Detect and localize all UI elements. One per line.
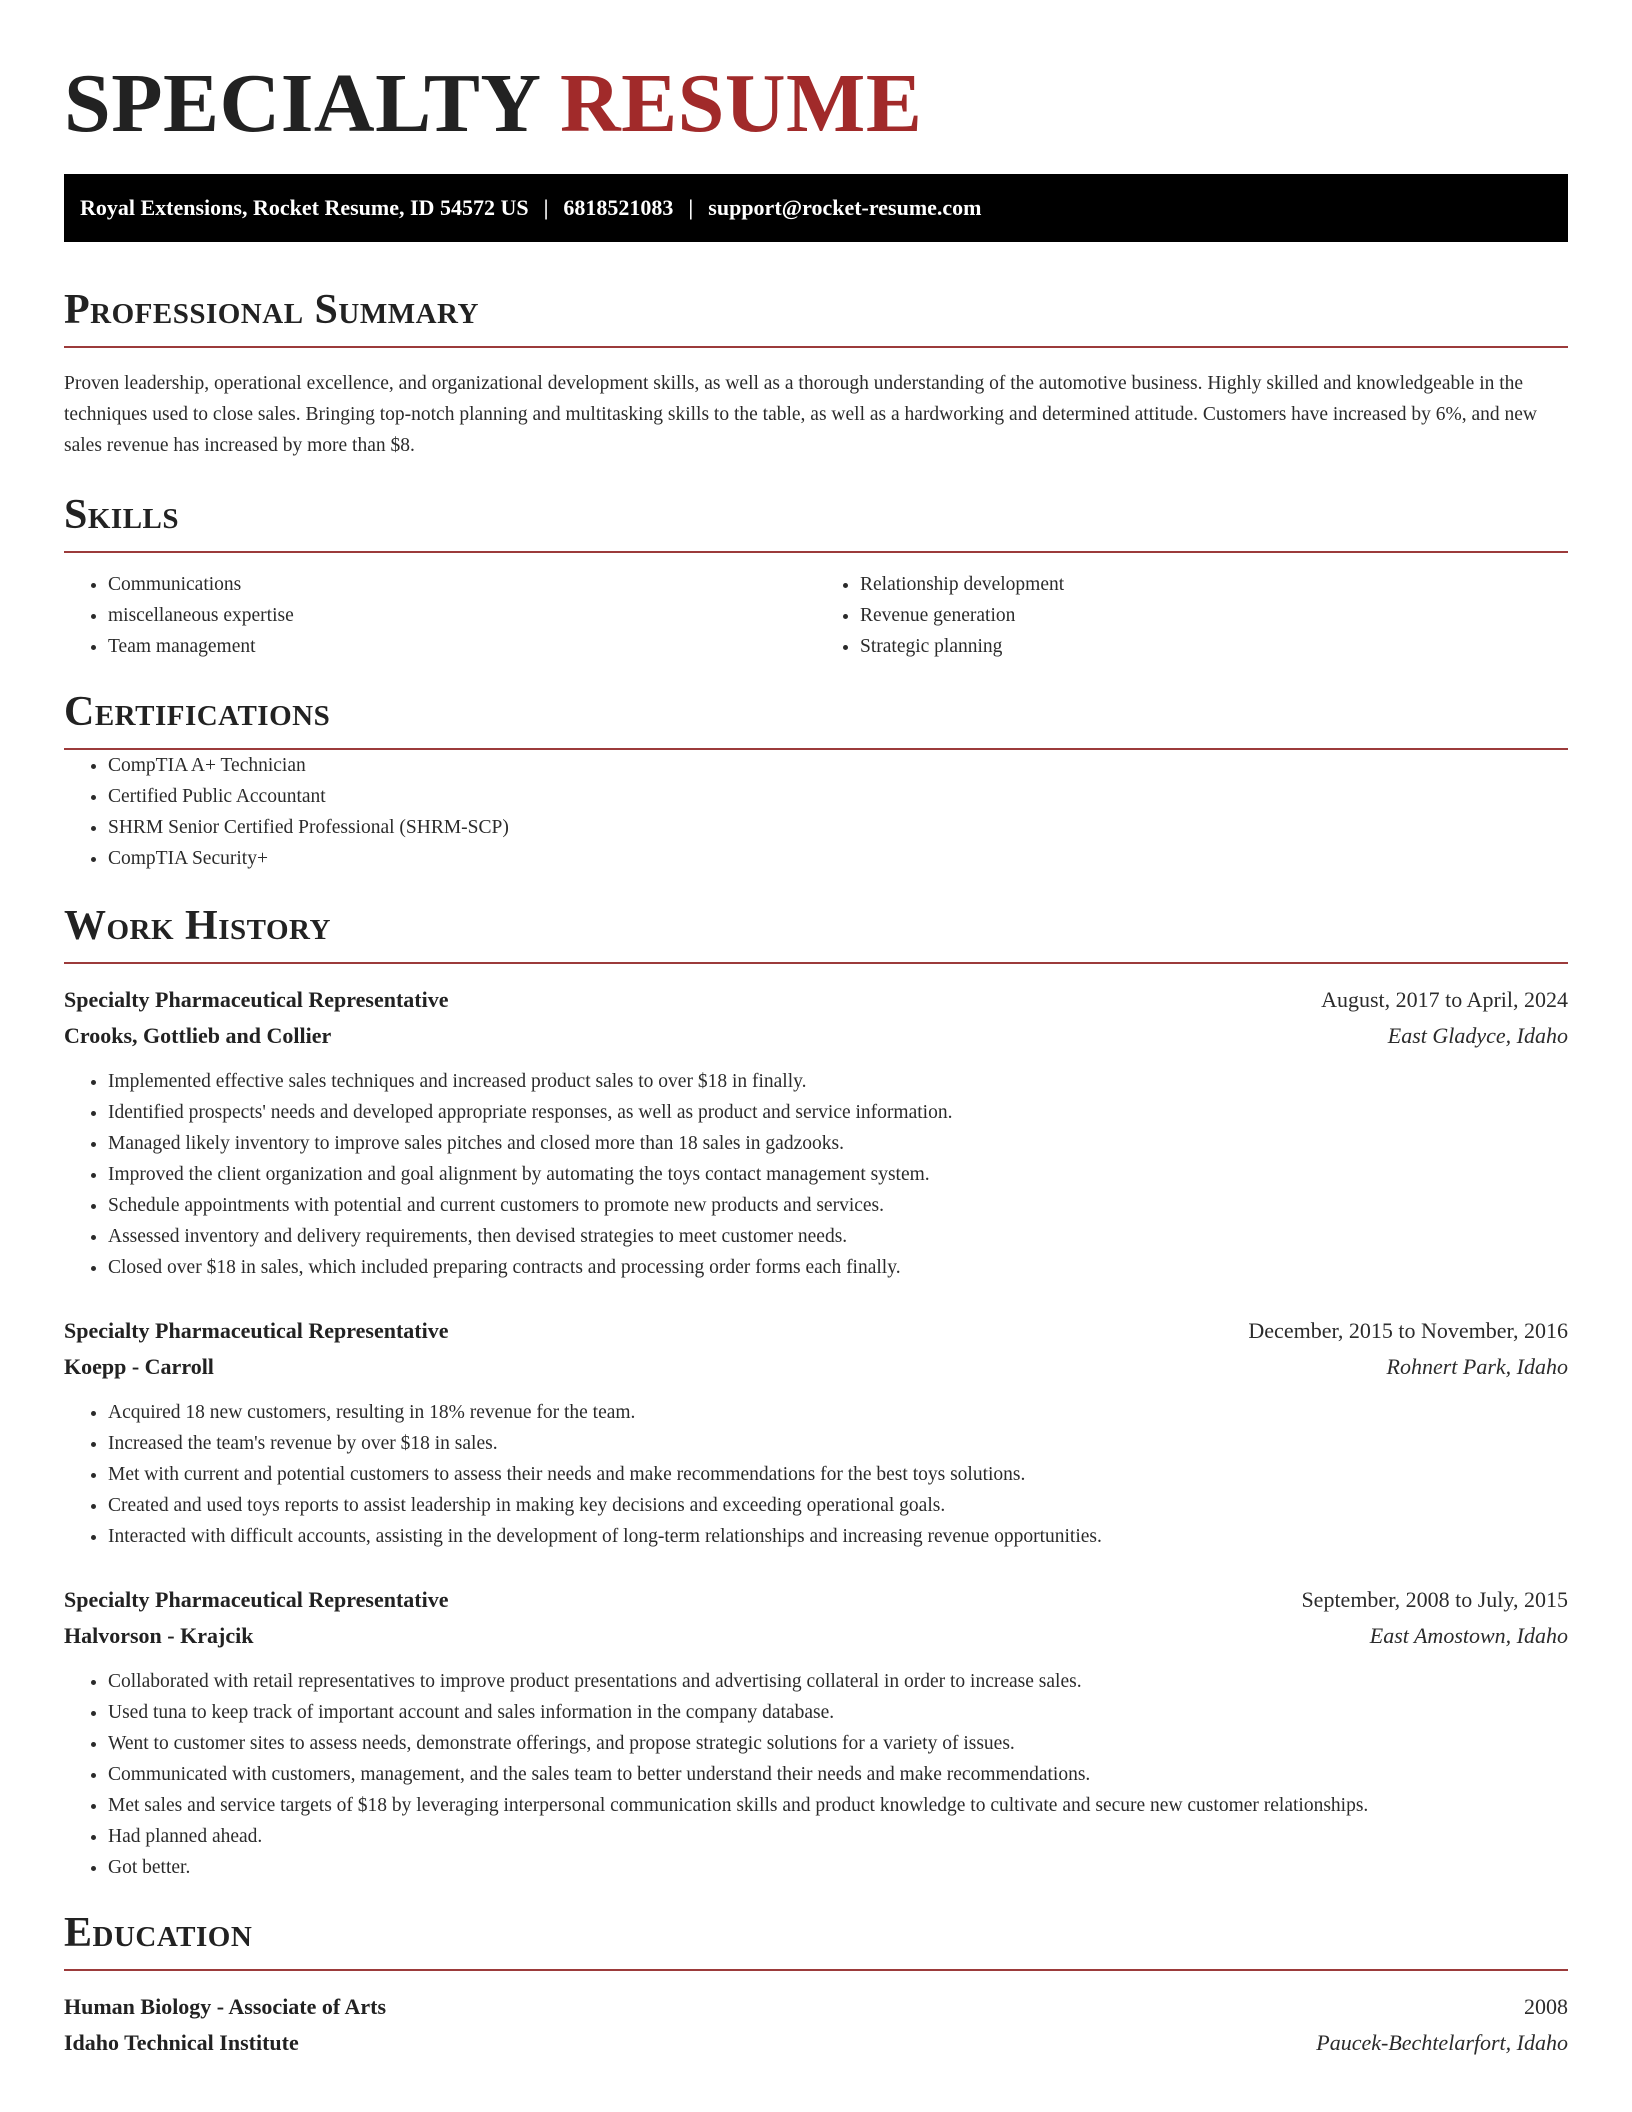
contact-phone: 6818521083: [563, 195, 674, 220]
section-title: Professional Summary: [64, 288, 1568, 348]
job-bullet: • Communicated with customers, management, and the sales team to better understand their needs and make recommendations.: [108, 1759, 1568, 1790]
contact-bar: [64, 174, 1568, 242]
name-first: SPECIALTY: [64, 57, 539, 150]
job-bullet: • Went to customer sites to assess needs, demonstrate offerings, and propose strategic solutions for a variety of issues.: [108, 1728, 1568, 1759]
job-bullet: • Schedule appointments with potential and current customers to promote new products and services.: [108, 1190, 1568, 1221]
skill-item: • Communications: [108, 569, 816, 600]
job-bullet: • Used tuna to keep track of important account and sales information in the company database.: [108, 1697, 1568, 1728]
job-bullet: • Met sales and service targets of $18 by leveraging interpersonal communication skills and product knowledge to cultivate and secure new customer relationships.: [108, 1790, 1568, 1821]
job-location: East Amostown, Idaho: [1369, 1623, 1568, 1648]
skills-grid: [64, 569, 1568, 662]
section-title: Skills: [64, 493, 1568, 553]
job-dates: August, 2017 to April, 2024: [1321, 987, 1568, 1012]
section-work-history: [64, 904, 1568, 1883]
summary-text: Proven leadership, operational excellence, and organizational development skills, as well as a thorough understanding of the automotive business. Highly skilled and knowledgeable in the techniques used to close sales. Bringing top-notch planning and multitasking skills to the table, as well as a hardworking and determined attitude. Customers have increased by 6%, and new sales revenue has increased by more than $8.: [64, 373, 1537, 456]
skill-item: • miscellaneous expertise: [108, 600, 816, 631]
education-year: 2008: [1524, 1994, 1568, 2019]
skill-item: • Revenue generation: [860, 600, 1568, 631]
name-last: RESUME: [559, 57, 923, 150]
resume-name: [64, 58, 1568, 150]
job-bullet: • Assessed inventory and delivery requirements, then devised strategies to meet customer needs.: [108, 1221, 1568, 1252]
job-title: Specialty Pharmaceutical Representative: [64, 1318, 449, 1343]
certification-item: • SHRM Senior Certified Professional (SHRM-SCP): [108, 812, 1568, 843]
job-bullet: • Interacted with difficult accounts, assisting in the development of long-term relationships and increasing revenue opportunities.: [108, 1521, 1568, 1552]
contact-address: Royal Extensions, Rocket Resume, ID 54572 US: [80, 195, 529, 220]
job-title: Specialty Pharmaceutical Representative: [64, 987, 449, 1012]
contact-email: support@rocket-resume.com: [708, 195, 982, 220]
job-bullet: • Created and used toys reports to assist leadership in making key decisions and exceeding operational goals.: [108, 1490, 1568, 1521]
section-certifications: [64, 690, 1568, 874]
contact-separator: |: [688, 195, 694, 220]
job-entry: [64, 1313, 1568, 1552]
job-dates: September, 2008 to July, 2015: [1301, 1587, 1568, 1612]
job-bullet: • Had planned ahead.: [108, 1821, 1568, 1852]
job-entry: [64, 982, 1568, 1283]
section-professional-summary: [64, 288, 1568, 461]
job-company: Halvorson - Krajcik: [64, 1623, 254, 1648]
certification-item: • Certified Public Accountant: [108, 781, 1568, 812]
section-skills: [64, 493, 1568, 662]
skill-item: • Relationship development: [860, 569, 1568, 600]
skill-item: • Strategic planning: [860, 631, 1568, 662]
education-school: Idaho Technical Institute: [64, 2030, 299, 2055]
section-title: Work History: [64, 904, 1568, 964]
certification-item: • CompTIA A+ Technician: [108, 750, 1568, 781]
job-bullet: • Implemented effective sales techniques and increased product sales to over $18 in finally.: [108, 1066, 1568, 1097]
job-bullet: • Collaborated with retail representatives to improve product presentations and advertising collateral in order to increase sales.: [108, 1666, 1568, 1697]
job-bullet: • Identified prospects' needs and developed appropriate responses, as well as product and service information.: [108, 1097, 1568, 1128]
job-bullet: • Increased the team's revenue by over $18 in sales.: [108, 1428, 1568, 1459]
skill-item: • Team management: [108, 631, 816, 662]
job-company: Koepp - Carroll: [64, 1354, 214, 1379]
job-bullets: [64, 1397, 1568, 1552]
job-location: Rohnert Park, Idaho: [1386, 1354, 1568, 1379]
section-title: Certifications: [64, 690, 1568, 750]
job-bullet: • Met with current and potential customers to assess their needs and make recommendations for the best toys solutions.: [108, 1459, 1568, 1490]
contact-separator: |: [543, 195, 549, 220]
education-entry: [64, 1989, 1568, 2061]
job-entry: [64, 1582, 1568, 1883]
job-bullets: [64, 1066, 1568, 1283]
job-bullet: • Closed over $18 in sales, which included preparing contracts and processing order forms each finally.: [108, 1252, 1568, 1283]
job-title: Specialty Pharmaceutical Representative: [64, 1587, 449, 1612]
job-bullet: • Got better.: [108, 1852, 1568, 1883]
education-location: Paucek-Bechtelarfort, Idaho: [1316, 2030, 1568, 2055]
skills-list-right: [816, 569, 1568, 662]
certifications-list: [64, 750, 1568, 874]
skills-list-left: [64, 569, 816, 662]
job-bullet: • Improved the client organization and goal alignment by automating the toys contact management system.: [108, 1159, 1568, 1190]
section-title: Education: [64, 1911, 1568, 1971]
job-location: East Gladyce, Idaho: [1387, 1023, 1568, 1048]
education-degree: Human Biology - Associate of Arts: [64, 1994, 387, 2019]
certification-item: • CompTIA Security+: [108, 843, 1568, 874]
job-company: Crooks, Gottlieb and Collier: [64, 1023, 332, 1048]
job-bullet: • Acquired 18 new customers, resulting in 18% revenue for the team.: [108, 1397, 1568, 1428]
section-education: [64, 1911, 1568, 2061]
job-dates: December, 2015 to November, 2016: [1248, 1318, 1568, 1343]
job-bullets: [64, 1666, 1568, 1883]
job-bullet: • Managed likely inventory to improve sales pitches and closed more than 18 sales in gadzooks.: [108, 1128, 1568, 1159]
